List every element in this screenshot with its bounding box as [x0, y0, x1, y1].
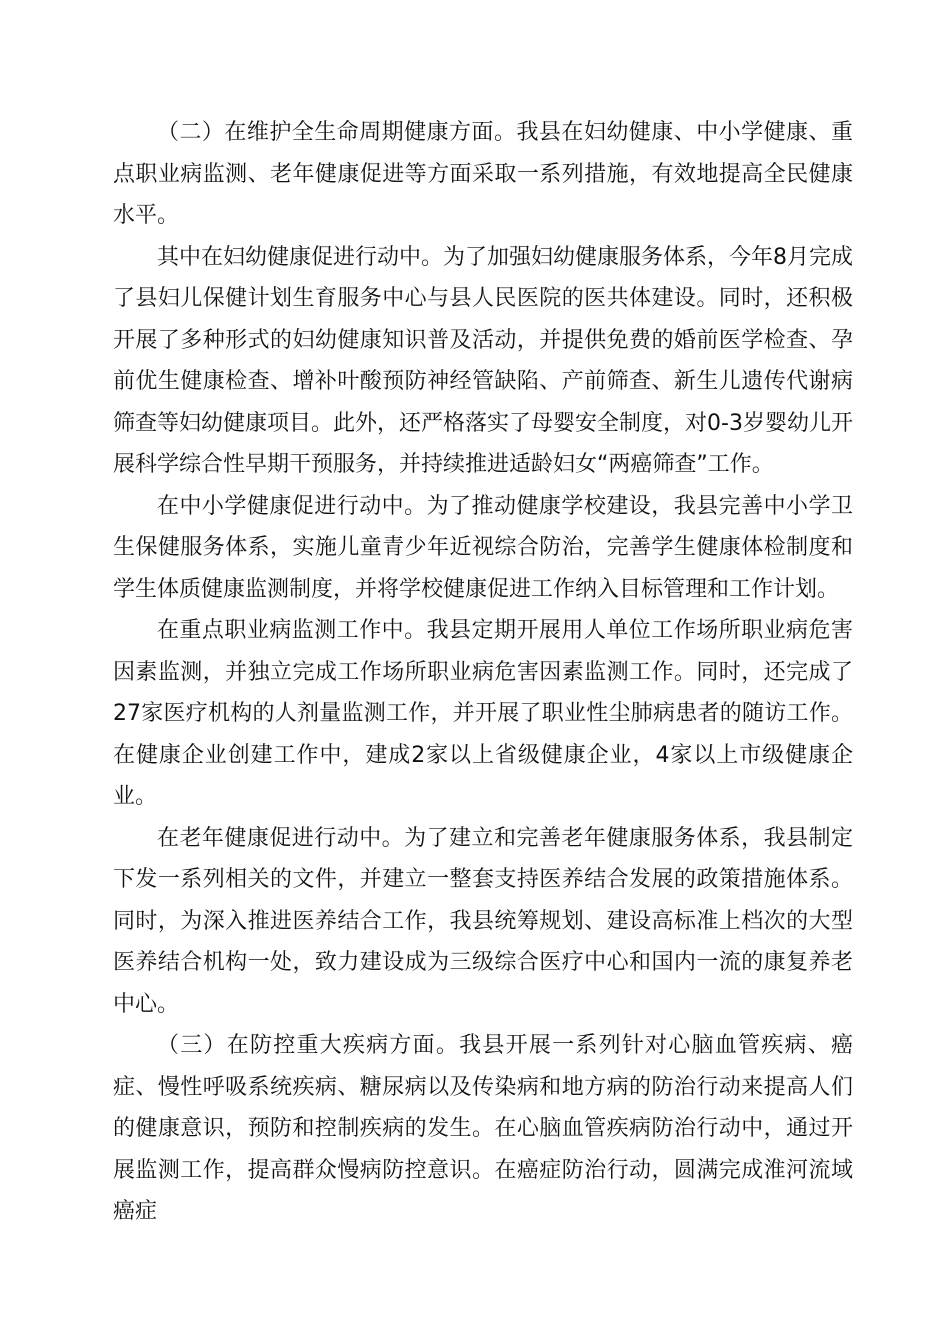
document-body: [113, 112, 853, 1233]
paragraph-maternal-child-health: 其中在妇幼健康促进行动中。为了加强妇幼健康服务体系，今年8月完成了县妇儿保健计划生育服务中心与县人民医院的医共体建设。同时，还积极开展了多种形式的妇幼健康知识普及活动，并提供免费的婚前医学检查、孕前优生健康检查、增补叶酸预防神经管缺陷、产前筛查、新生儿遗传代谢病筛查等妇幼健康项目。此外，还严格落实了母婴安全制度，对0-3岁婴幼儿开展科学综合性早期干预服务，并持续推进适龄妇女“两癌筛查”工作。: [113, 244, 853, 477]
paragraph-occupational-disease: 在重点职业病监测工作中。我县定期开展用人单位工作场所职业病危害因素监测，并独立完成工作场所职业病危害因素监测工作。同时，还完成了27家医疗机构的人剂量监测工作，并开展了职业性尘肺病患者的随访工作。在健康企业创建工作中，建成2家以上省级健康企业，4家以上市级健康企业。: [113, 618, 853, 809]
paragraph-elderly-health: 在老年健康促进行动中。为了建立和完善老年健康服务体系，我县制定下发一系列相关的文件，并建立一整套支持医养结合发展的政策措施体系。同时，为深入推进医养结合工作，我县统筹规划、建设高标准上档次的大型医养结合机构一处，致力建设成为三级综合医疗中心和国内一流的康复养老中心。: [113, 825, 853, 1017]
paragraph-major-disease-control: （三）在防控重大疾病方面。我县开展一系列针对心脑血管疾病、癌症、慢性呼吸系统疾病、糖尿病以及传染病和地方病的防治行动来提高人们的健康意识，预防和控制疾病的发生。在心脑血管疾病防治行动中，通过开展监测工作，提高群众慢病防控意识。在癌症防治行动，圆满完成淮河流域癌症: [113, 1033, 853, 1224]
paragraph-life-cycle-health: （二）在维护全生命周期健康方面。我县在妇幼健康、中小学健康、重点职业病监测、老年健康促进等方面采取一系列措施，有效地提高全民健康水平。: [113, 120, 853, 228]
paragraph-school-health: 在中小学健康促进行动中。为了推动健康学校建设，我县完善中小学卫生保健服务体系，实施儿童青少年近视综合防治，完善学生健康体检制度和学生体质健康监测制度，并将学校健康促进工作纳入目标管理和工作计划。: [113, 493, 853, 602]
